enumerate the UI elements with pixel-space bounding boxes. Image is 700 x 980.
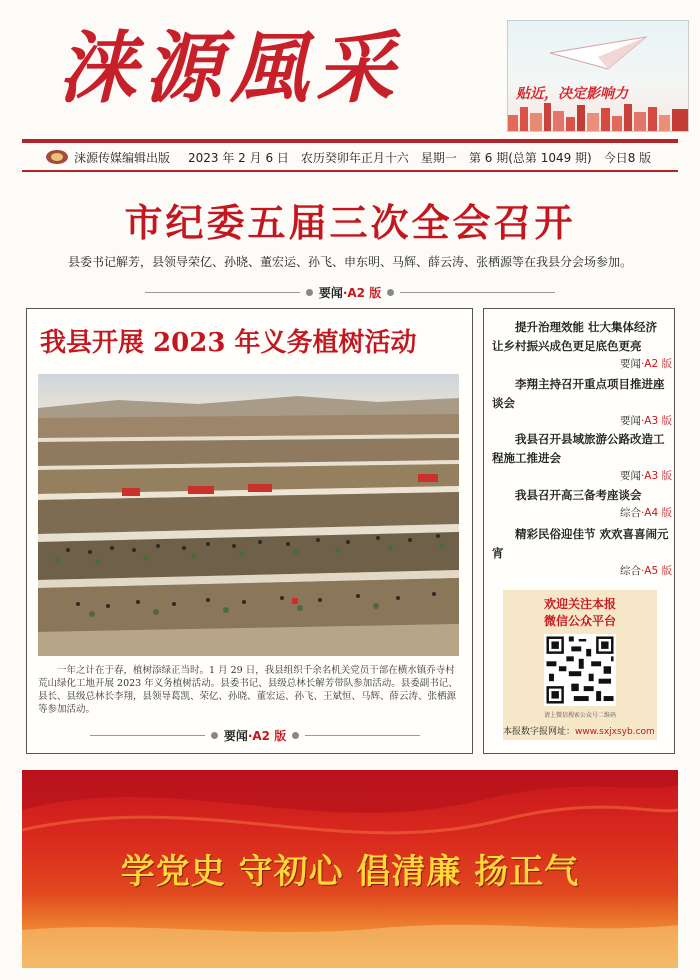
lead-headline[interactable]: 市纪委五届三次全会召开 — [124, 201, 576, 245]
sidebar-item-ref: 要闻·A3 版 — [619, 470, 672, 482]
weekday: 星期一 — [420, 150, 457, 165]
masthead-rule-top — [22, 139, 678, 143]
sidebar-item[interactable] — [492, 375, 672, 428]
qr-caption: 请上微信搜索公众号二维码 — [543, 712, 616, 719]
ref-section: 要闻 — [318, 286, 343, 300]
masthead-rule-bottom — [22, 170, 678, 172]
sidebar-item-title: 李翔主持召开重点项目推进座谈会 — [492, 377, 665, 410]
story-title[interactable]: 我县开展 2023 年义务植树活动 — [40, 328, 417, 358]
sidebar-item-ref: 综合·A5 版 — [619, 565, 672, 577]
wechat-qr-card — [503, 590, 657, 740]
sidebar-item[interactable] — [492, 486, 672, 520]
sidebar-item-ref: 要闻·A3 版 — [619, 415, 672, 427]
dateline — [22, 147, 678, 167]
sidebar-item-ref: 综合·A4 版 — [619, 507, 672, 519]
banner-ad — [507, 20, 689, 132]
digital-edition-url[interactable]: 本报数字报网址：www.sxjxsyb.com — [503, 727, 655, 737]
lead-page-reference[interactable] — [145, 284, 555, 301]
ref-page: ·A2 版 — [342, 286, 382, 300]
story-page-reference[interactable] — [90, 727, 420, 744]
publisher: 涞源传媒编辑出版 — [74, 150, 171, 165]
qr-heading: 欢迎关注本报 微信公众平台 — [543, 597, 616, 628]
lunar-date: 农历癸卯年正月十六 — [300, 150, 409, 165]
issue-date: 2023 年 2 月 6 日 — [188, 150, 289, 165]
sidebar-item-title: 提升治理效能 壮大集体经济 让乡村振兴成色更足底色更亮 — [492, 320, 658, 353]
sidebar-item[interactable] — [492, 318, 672, 371]
ref-page: ·A2 版 — [247, 729, 287, 743]
banner-slogan: 贴近，决定影响力 — [516, 86, 628, 102]
sidebar-item[interactable] — [492, 430, 672, 483]
ref-section: 要闻 — [223, 729, 248, 743]
paper-plane-icon — [548, 33, 648, 73]
tree-planting-photo — [38, 374, 459, 656]
lead-subheadline: 县委书记解芳，县领导荣亿、孙晓、董宏运、孙飞、申东明、马辉、薛云涛、张栖源等在我县分会场参加。 — [67, 255, 632, 269]
sidebar-item-title: 我县召开县域旅游公路改造工程施工推进会 — [492, 432, 665, 465]
sidebar-item-title: 我县召开高三备考座谈会 — [515, 488, 642, 502]
issue-number: 第 6 期(总第 1049 期) — [468, 150, 592, 165]
bottom-slogan: 学党史 守初心 倡清廉 扬正气 — [120, 852, 580, 892]
page-count: 今日8 版 — [603, 150, 652, 165]
publisher-logo-icon — [46, 150, 68, 164]
masthead-title: 涞源風采 — [58, 23, 403, 114]
story-body: 一年之计在于春，植树添绿正当时。1 月 29 日，我县组织千余名机关党员干部在横水镇乔寺村荒山绿化工地开展 2023 年义务植树活动。县委书记、县级总林长解芳带队参加活动。县委副书记、县长、县级总林长李翔，县领导葛凯、荣亿、孙晓、董宏运、孙飞、王斌恒、马辉、薛云涛、张栖源等参加活动。 — [38, 665, 458, 715]
sidebar-item-title: 精彩民俗迎佳节 欢欢喜喜闹元宵 — [492, 527, 669, 560]
city-skyline-graphic — [508, 101, 688, 131]
qr-code-icon[interactable] — [544, 634, 616, 706]
sidebar-item[interactable] — [492, 525, 672, 578]
sidebar-item-ref: 要闻·A2 版 — [619, 358, 672, 370]
bottom-banner — [22, 770, 678, 968]
